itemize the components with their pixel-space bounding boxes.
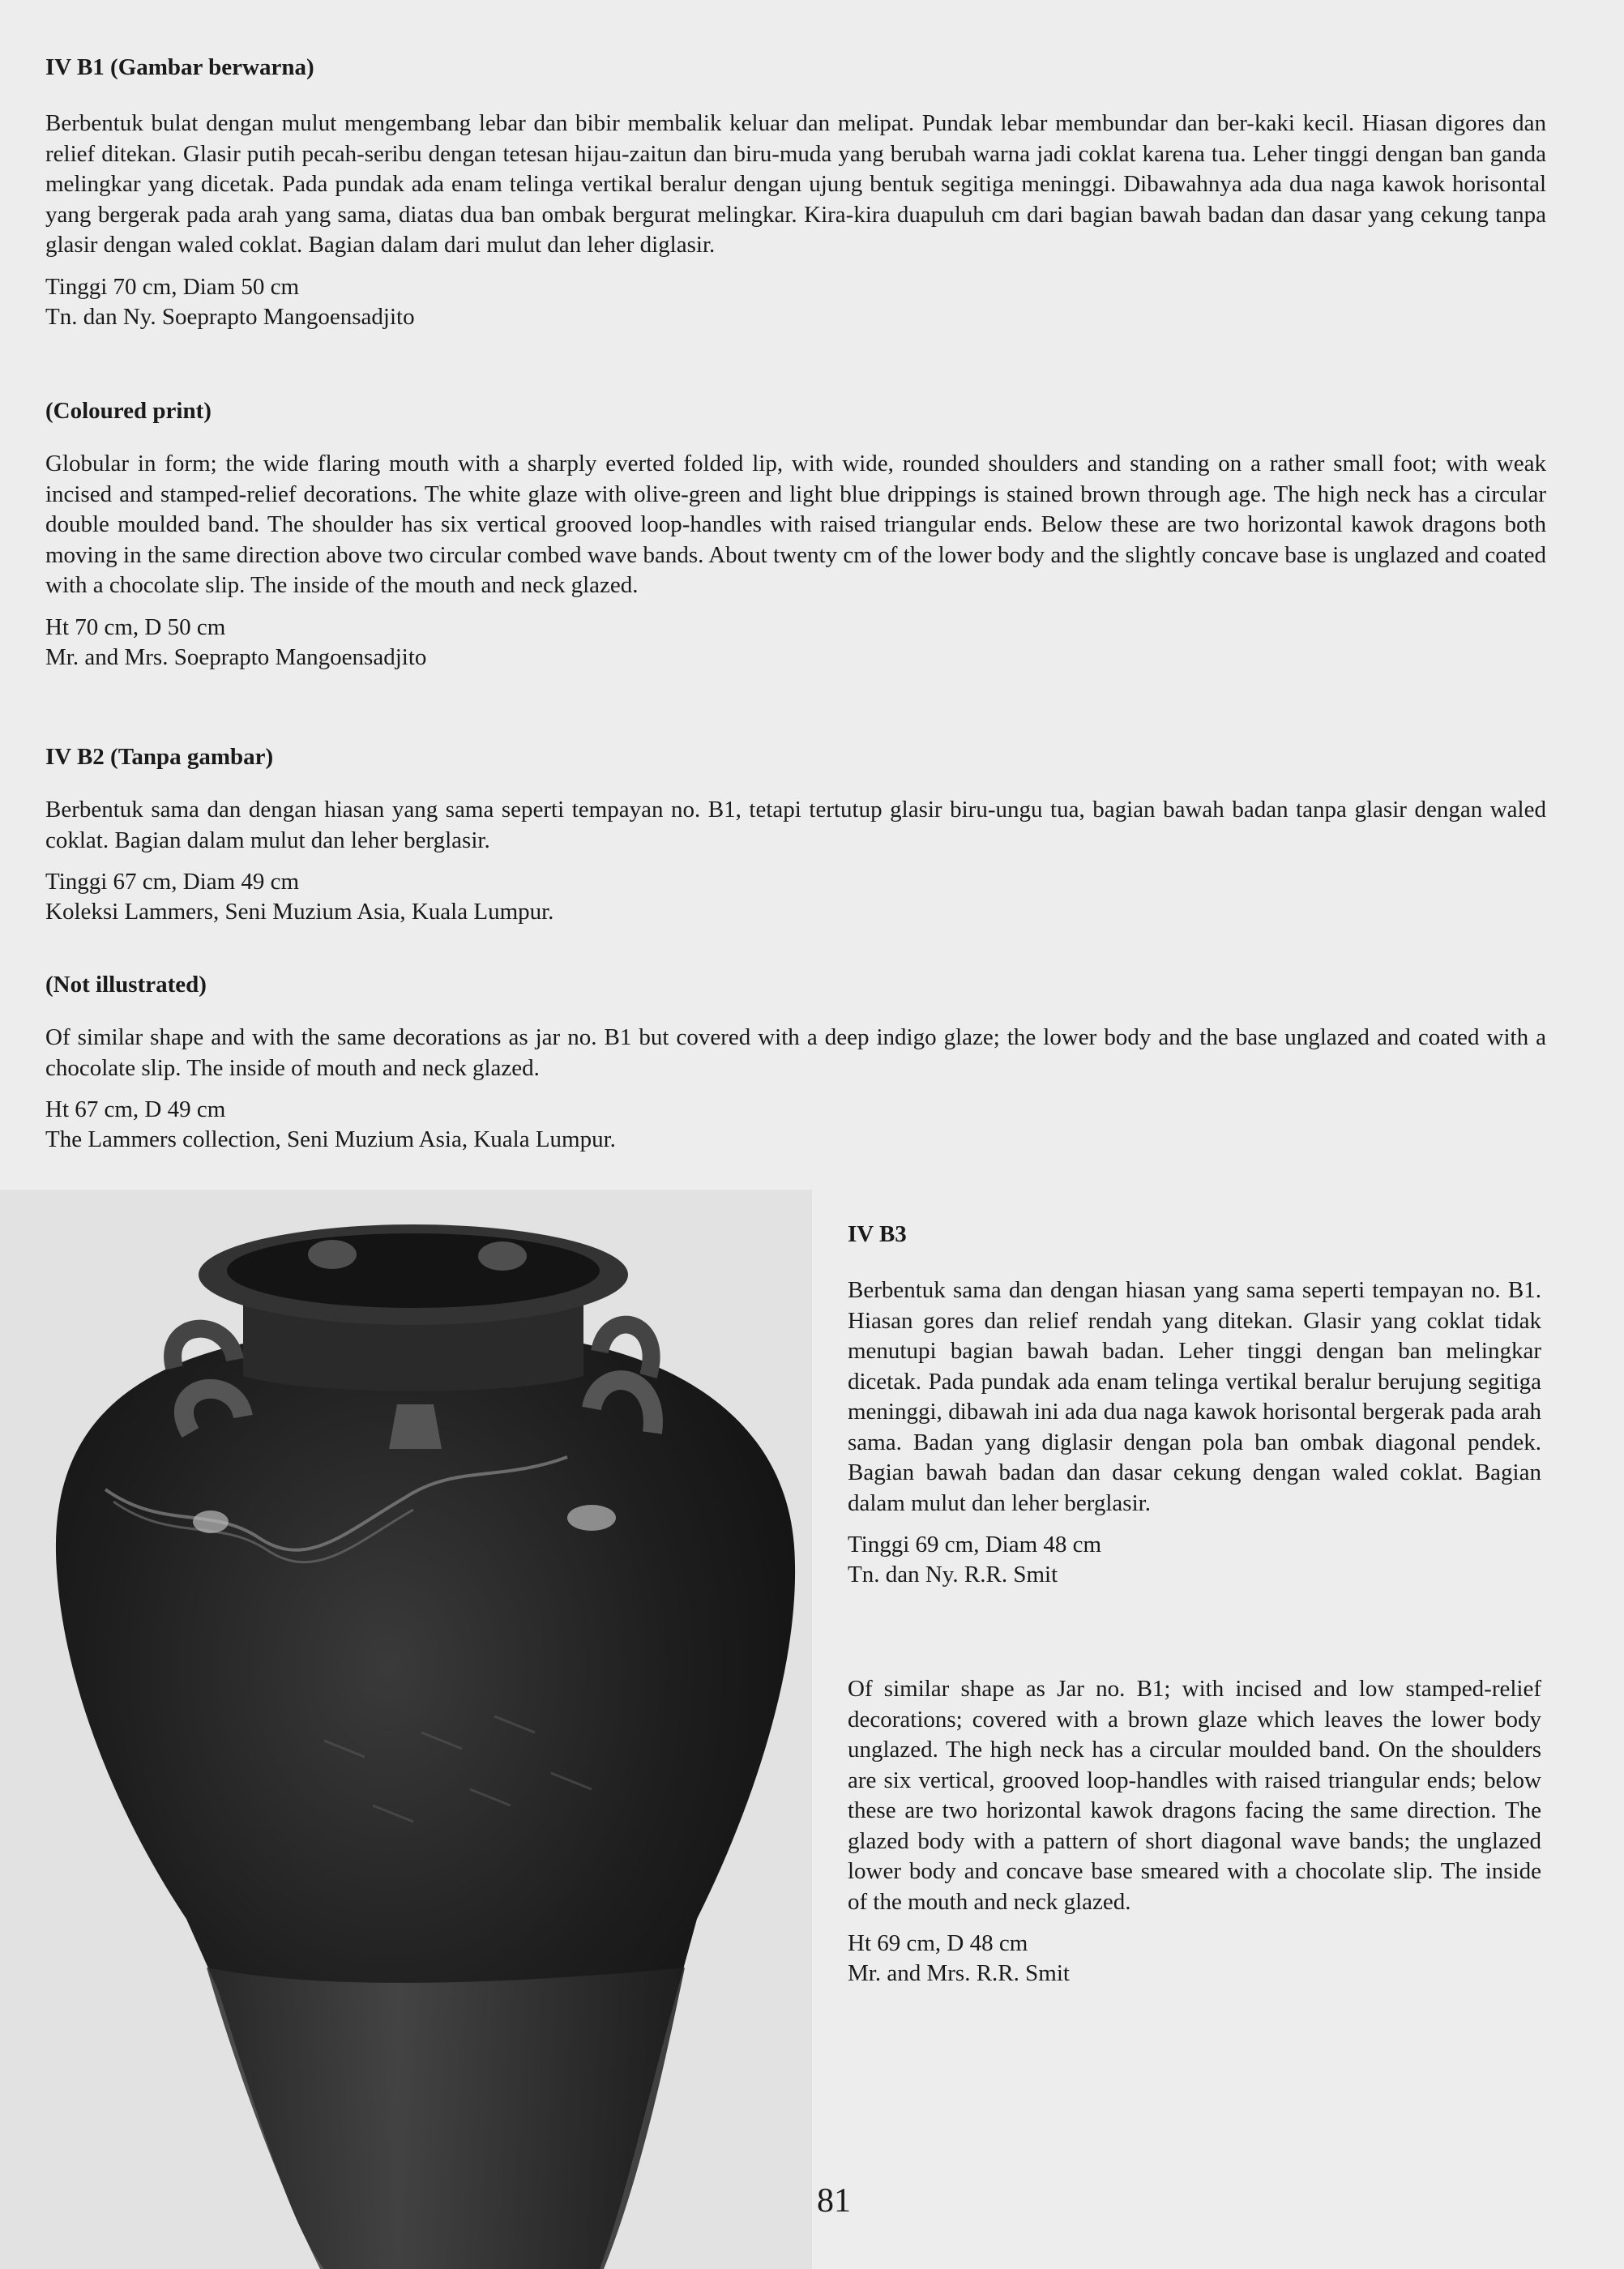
entry-dimensions: Ht 69 cm, D 48 cm (848, 1930, 1028, 1956)
entry-b2-indonesian (45, 743, 1546, 927)
entry-heading: IV B3 (848, 1221, 907, 1247)
entry-owner: Koleksi Lammers, Seni Muzium Asia, Kuala Lumpur. (45, 899, 554, 925)
entry-heading: (Coloured print) (45, 398, 212, 424)
entry-b1-english (45, 397, 1546, 673)
entry-b3-indonesian (848, 1220, 1541, 1590)
entry-b3-english (848, 1674, 1541, 1989)
entry-heading: IV B1 (Gambar berwarna) (45, 54, 314, 80)
page-number: 81 (817, 2182, 851, 2220)
entry-b1-indonesian (45, 53, 1546, 332)
entry-owner: Mr. and Mrs. Soeprapto Mangoensadjito (45, 643, 427, 670)
entry-dimensions: Tinggi 70 cm, Diam 50 cm (45, 273, 300, 300)
entry-dimensions: Ht 70 cm, D 50 cm (45, 613, 226, 640)
entry-heading: (Not illustrated) (45, 972, 207, 998)
entry-owner: Mr. and Mrs. R.R. Smit (848, 1960, 1070, 1986)
jar-photograph (0, 1190, 812, 2269)
entry-description: Globular in form; the wide flaring mouth with a sharply everted folded lip, with wide, rounded shoulders and standing on a rather small foot; with weak incised and stamped-relief decorations. The white glaze with olive-green and light blue drippings is stained brown through age. The high neck has a circular double moulded band. The shoulder has six vertical grooved loop-handles with raised triangular ends. Below these are two horizontal kawok dragons both moving in the same direction above two circular combed wave bands. About twenty cm of the lower body and the slightly concave base is unglazed and coated with a chocolate slip. The inside of the mouth and neck glazed. (45, 451, 1546, 598)
entry-description: Berbentuk sama dan dengan hiasan yang sama seperti tempayan no. B1, tetapi tertutup glasir biru-ungu tua, bagian bawah badan tanpa glasir dengan waled coklat. Bagian dalam mulut dan leher berglasir. (45, 797, 1546, 853)
jar-illustration-icon (0, 1190, 812, 2269)
entry-dimensions: Tinggi 69 cm, Diam 48 cm (848, 1532, 1102, 1558)
entry-description: Of similar shape and with the same decorations as jar no. B1 but covered with a deep indigo glaze; the lower body and the base unglazed and coated with a chocolate slip. The inside of mouth and neck glazed. (45, 1024, 1546, 1081)
entry-b2-english (45, 971, 1546, 1155)
entry-heading: IV B2 (Tanpa gambar) (45, 744, 274, 770)
entry-description: Berbentuk sama dan dengan hiasan yang sama seperti tempayan no. B1. Hiasan gores dan relief rendah yang ditekan. Glasir yang coklat tidak menutupi bagian bawah badan. Leher tinggi dengan ban melingkar dicetak. Pada pundak ada enam telinga vertikal beralur berujung segitiga meninggi, dibawah ini ada dua naga kawok horisontal bergerak pada arah sama. Badan yang diglasir dengan pola ban ombak diagonal pendek. Bagian bawah badan dan dasar cekung dengan waled coklat. Bagian dalam mulut dan leher berglasir. (848, 1277, 1541, 1516)
entry-dimensions: Ht 67 cm, D 49 cm (45, 1096, 226, 1122)
entry-dimensions: Tinggi 67 cm, Diam 49 cm (45, 869, 300, 895)
entry-description: Berbentuk bulat dengan mulut mengembang lebar dan bibir membalik keluar dan melipat. Pundak lebar membundar dan ber-kaki kecil. Hiasan digores dan relief ditekan. Glasir putih pecah-seribu dengan tetesan hijau-zaitun dan biru-muda yang berubah warna jadi coklat karena tua. Leher tinggi dengan ban ganda melingkar yang dicetak. Pada pundak ada enam telinga vertikal beralur dengan ujung bentuk segitiga meninggi. Dibawahnya ada dua naga kawok horisontal yang bergerak pada arah yang sama, diatas dua ban ombak bergurat melingkar. Kira-kira duapuluh cm dari bagian bawah badan dan dasar yang cekung tanpa glasir dengan waled coklat. Bagian dalam dari mulut dan leher diglasir. (45, 110, 1546, 258)
entry-owner: Tn. dan Ny. R.R. Smit (848, 1562, 1058, 1587)
entry-owner: Tn. dan Ny. Soeprapto Mangoensadjito (45, 303, 415, 330)
entry-description: Of similar shape as Jar no. B1; with incised and low stamped-relief decorations; covered with a brown glaze which leaves the lower body unglazed. The high neck has a circular moulded band. On the shoulders are six vertical, grooved loop-handles with raised triangular ends; below these are two horizontal kawok dragons facing the same direction. The glazed body with a pattern of short diagonal wave bands; the unglazed lower body and concave base smeared with a chocolate slip. The inside of the mouth and neck glazed. (848, 1676, 1541, 1915)
entry-owner: The Lammers collection, Seni Muzium Asia, Kuala Lumpur. (45, 1126, 616, 1152)
